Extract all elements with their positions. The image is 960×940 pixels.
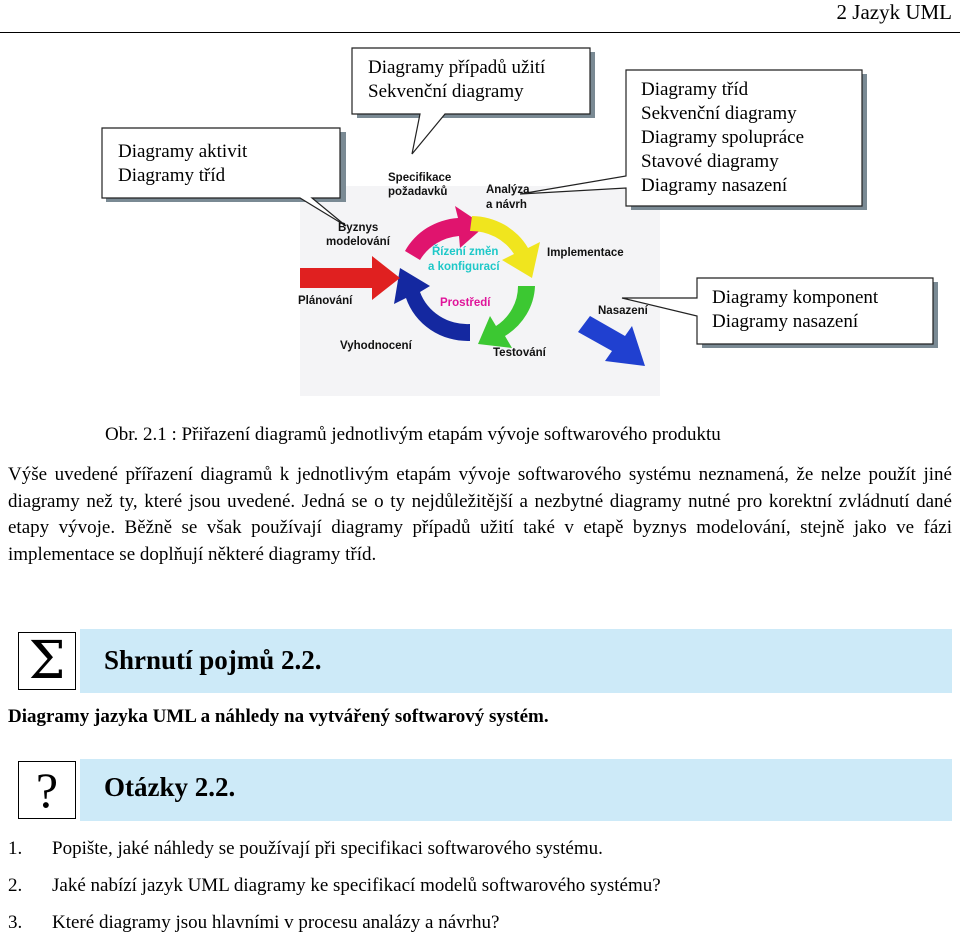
label-nasazeni: Nasazení [598, 305, 648, 317]
callout-top-text [368, 56, 545, 104]
callout-left-line: Diagramy tříd [118, 165, 226, 186]
chapter-title: 2 Jazyk UML [836, 0, 952, 24]
question-item [8, 912, 499, 934]
label-specifikace-1: Specifikace [388, 172, 452, 184]
callout-right-line: Diagramy tříd [641, 79, 749, 100]
callout-bottom-right-line: Diagramy nasazení [712, 311, 859, 332]
callout-left-text [118, 140, 247, 188]
label-analyza-2: a návrh [486, 199, 527, 211]
label-byznys-2: modelování [326, 236, 390, 248]
question-number: 1. [8, 838, 23, 859]
question-icon [18, 761, 76, 819]
question-glyph: ? [35, 762, 59, 818]
question-item [8, 838, 603, 860]
callout-top-line: Diagramy případů užití [368, 57, 546, 78]
summary-title: Shrnutí pojmů 2.2. [104, 645, 322, 675]
label-analyza-1: Analýza [486, 184, 530, 196]
question-text: Jaké nabízí jazyk UML diagramy ke specifikací modelů softwarového systému? [52, 875, 661, 896]
questions-title: Otázky 2.2. [104, 772, 236, 802]
callout-right-line: Stavové diagramy [641, 151, 779, 172]
question-item [8, 875, 661, 897]
sigma-icon [18, 632, 76, 690]
callout-right-line: Diagramy nasazení [641, 175, 788, 196]
label-implementace: Implementace [547, 247, 624, 259]
label-rizeni-1: Řízení změn [432, 246, 499, 258]
callout-right-text [641, 78, 804, 198]
label-testovani: Testování [493, 347, 546, 359]
summary-text: Diagramy jazyka UML a náhledy na vytvářený softwarový systém. [8, 706, 549, 727]
question-number: 2. [8, 875, 23, 896]
callout-right-line: Sekvenční diagramy [641, 103, 797, 124]
label-byznys-1: Byznys [338, 222, 379, 234]
question-text: Popište, jaké náhledy se používají při specifikaci softwarového systému. [52, 838, 603, 859]
label-prostredi: Prostředí [440, 297, 491, 309]
callout-right-line: Diagramy spolupráce [641, 127, 805, 148]
label-vyhodnoceni: Vyhodnocení [340, 340, 412, 352]
callout-left-line: Diagramy aktivit [118, 141, 248, 162]
callout-bottom-right-line: Diagramy komponent [712, 287, 879, 308]
callout-top-line: Sekvenční diagramy [368, 81, 524, 102]
sigma-glyph: Σ [28, 631, 66, 691]
body-paragraph: Výše uvedené přířazení diagramů k jednotlivým etapám vývoje softwarového systému neznamená, že nelze použít jiné diagramy než ty, které jsou uvedené. Jedná se o ty nejdůležitější a nezbytné diagramy nutné pro korektní zvládnutí dané etapy vývoje. Běžně se však používají diagramy případů užití také v etapě byznys modelování, stejně jako ve fázi implementace se doplňují některé diagramy tříd. [8, 464, 952, 565]
question-text: Které diagramy jsou hlavními v procesu analázy a návrhu? [52, 912, 500, 933]
label-planovani: Plánování [298, 295, 353, 307]
question-number: 3. [8, 912, 23, 933]
header-divider [0, 32, 960, 33]
label-rizeni-2: a konfigurací [428, 261, 500, 273]
figure-caption: Obr. 2.1 : Přiřazení diagramů jednotlivým etapám vývoje softwarového produktu [105, 424, 721, 445]
label-specifikace-2: požadavků [388, 186, 448, 198]
callout-bottom-right-text [712, 286, 878, 334]
process-figure [0, 36, 960, 416]
